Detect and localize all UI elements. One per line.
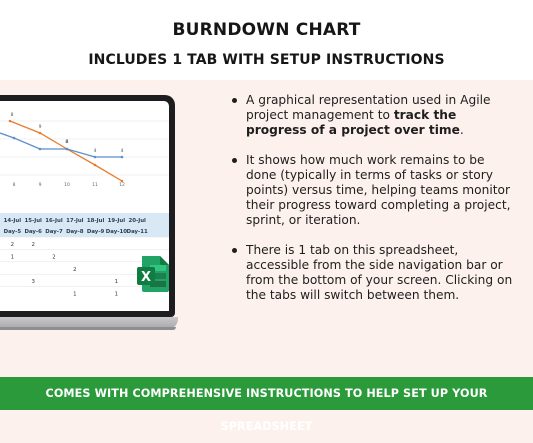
ideal-series-point [39, 132, 42, 135]
chart-x-tick-label: 9 [38, 183, 42, 188]
actual-data-label: 8 [65, 140, 69, 145]
actual-series-point [66, 148, 69, 151]
chart-x-tick-label: 12 [119, 183, 125, 188]
feature-text: It shows how much work remains to be done (typically in terms of tasks or story points) versus time, helping teams monitor their progress toward completing a project, sprint, or iteration. [246, 152, 511, 228]
actual-series-point [121, 156, 124, 159]
table-cell: 2 [10, 242, 15, 248]
ideal-data-label: 8 [10, 113, 14, 118]
table-cell: 1 [10, 254, 15, 261]
feature-item [228, 153, 518, 229]
subtitle-count: 1 TAB [172, 52, 218, 68]
feature-bold: track the progress of a project over time [246, 108, 460, 138]
chart-x-tick-label: 10 [64, 183, 70, 188]
ideal-series-point [94, 164, 97, 167]
table-cell: 1 [73, 291, 77, 298]
feature-text-end: . [459, 123, 464, 138]
table-date-header: 18-Jul [86, 218, 105, 224]
table-date-header: 17-Jul [66, 218, 84, 224]
ideal-series-point [9, 120, 12, 123]
table-cell: 1 [114, 291, 119, 298]
table-cell: 2 [31, 242, 35, 248]
page-title: BURNDOWN CHART [172, 20, 361, 40]
table-cell: 2 [52, 254, 56, 261]
table-day-header: Day-9 [86, 229, 105, 235]
ideal-data-label: 9 [38, 125, 42, 130]
feature-text: A graphical representation used in Agile project management to [246, 93, 491, 123]
actual-series-point [39, 148, 42, 151]
table-day-header: Day-8 [66, 229, 84, 235]
subtitle-suffix: WITH SETUP INSTRUCTIONS [217, 52, 445, 68]
table-cell: 1 [114, 279, 119, 286]
feature-list [228, 93, 518, 317]
table-day-header: Day-11 [126, 229, 148, 235]
chart-x-tick-label: 11 [92, 183, 98, 188]
feature-item [228, 243, 518, 304]
laptop-base-lip [0, 327, 176, 330]
table-cell: 3 [31, 279, 35, 286]
table-date-header: 20-Jul [128, 218, 146, 224]
table-cell: 2 [73, 266, 77, 273]
laptop-mockup [0, 95, 180, 335]
table-day-header: Day-7 [45, 229, 63, 235]
feature-text: There is 1 tab on this spreadsheet, accessible from the side navigation bar or from the bottom of your screen. Clicking on the tabs will switch between them. [246, 242, 513, 303]
table-date-header: 16-Jul [45, 218, 63, 224]
actual-data-label: 4 [120, 149, 124, 154]
feature-item [228, 93, 518, 139]
table-date-header: 19-Jul [107, 218, 126, 224]
ideal-series-point [121, 180, 124, 183]
chart-x-tick-label: 8 [12, 183, 16, 188]
actual-data-label: 4 [93, 149, 97, 154]
excel-icon-letter: X [140, 270, 152, 285]
table-day-header: Day-5 [3, 229, 22, 235]
table-day-header: Day-10 [105, 229, 128, 235]
page-subtitle [0, 52, 533, 68]
table-date-header: 14-Jul [3, 218, 22, 224]
burndown-chart-preview [0, 101, 169, 213]
table-day-header: Day-6 [24, 229, 42, 235]
actual-series-point [13, 137, 16, 140]
excel-icon [136, 255, 170, 293]
footer-banner: COMES WITH COMPREHENSIVE INSTRUCTIONS TO HELP SET UP YOUR SPREADSHEET [0, 377, 533, 410]
header [0, 0, 533, 80]
table-date-header: 15-Jul [24, 218, 42, 224]
ideal-series-line [10, 121, 122, 181]
subtitle-prefix: INCLUDES [88, 52, 173, 68]
actual-series-point [94, 156, 97, 159]
